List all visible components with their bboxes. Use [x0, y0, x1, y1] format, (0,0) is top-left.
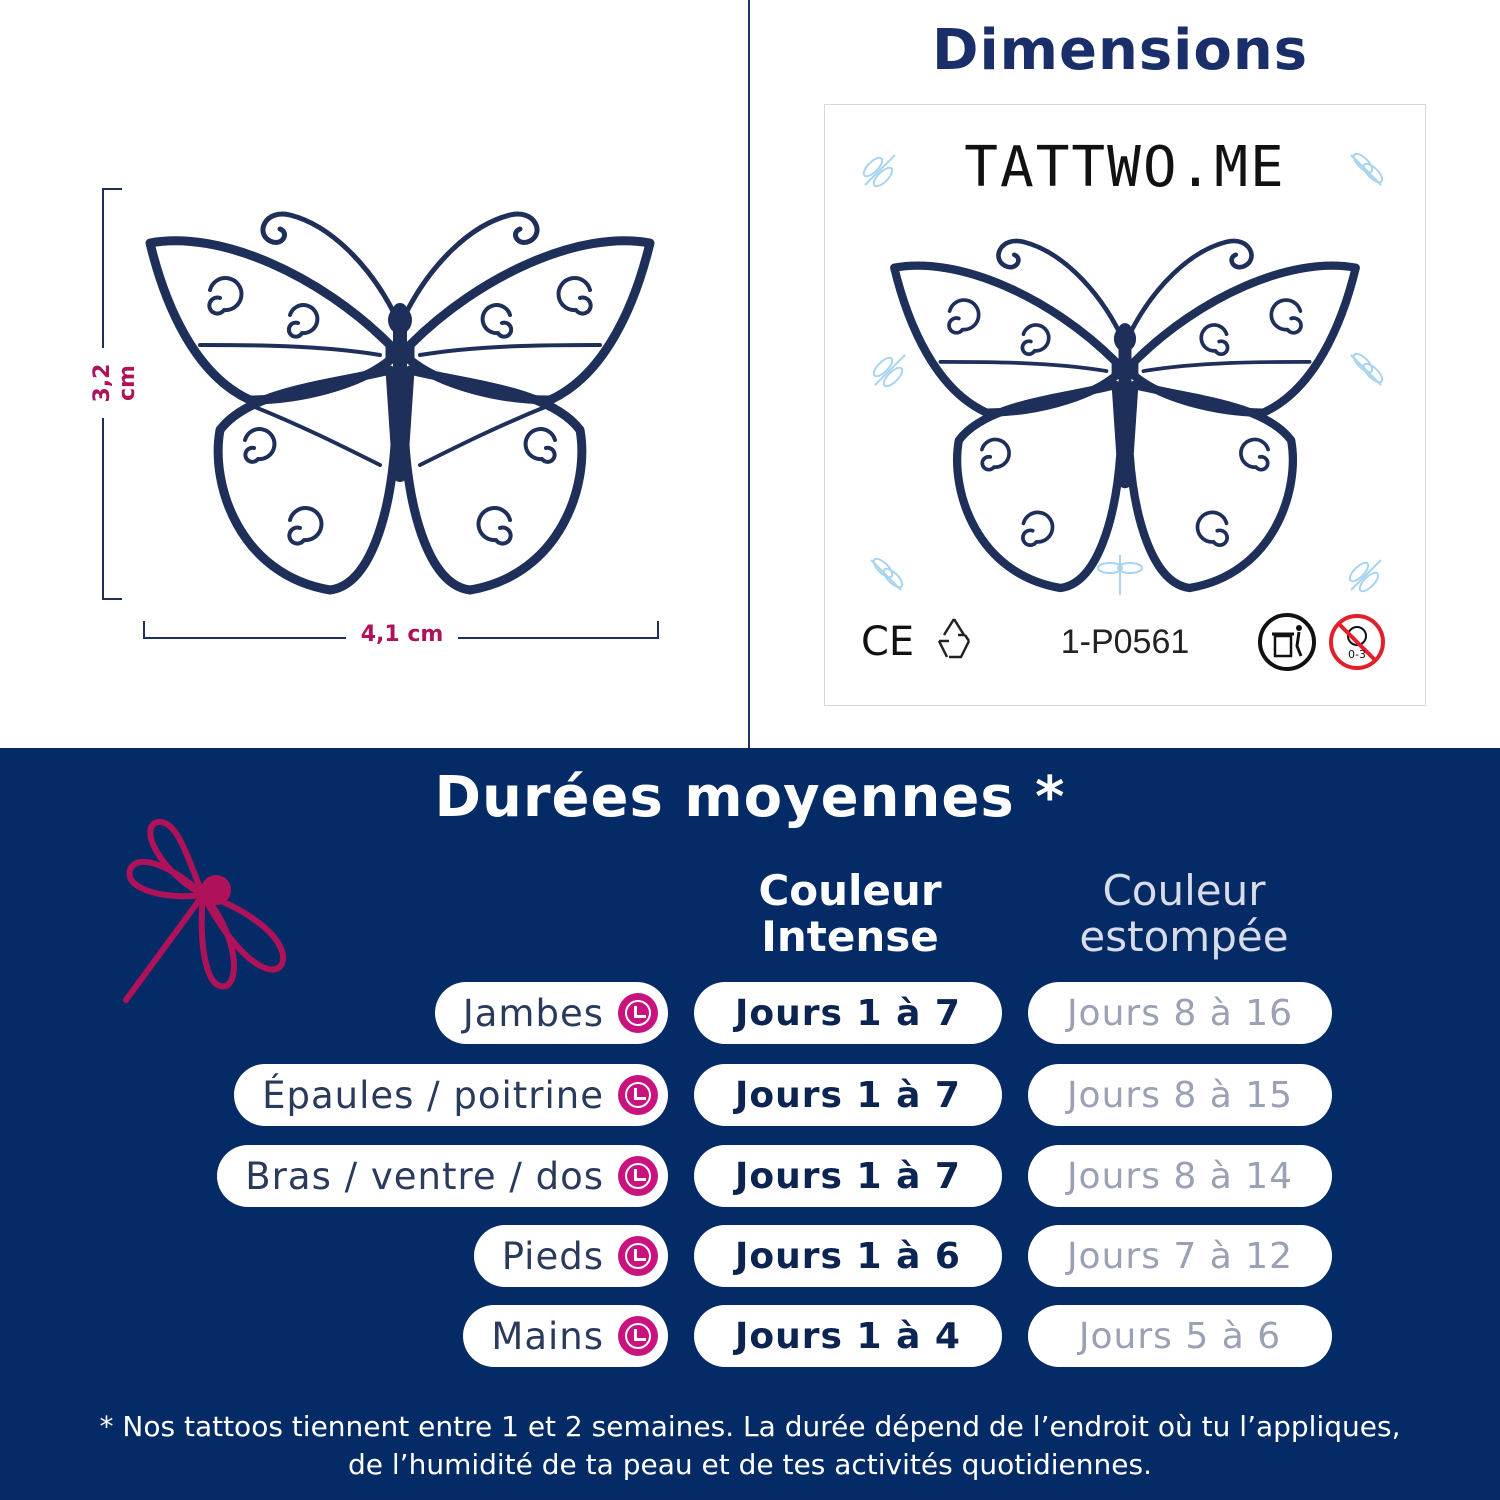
body-zone-pill [463, 1305, 668, 1367]
faded-duration-pill: Jours 8 à 15 [1028, 1064, 1332, 1126]
intense-duration-pill: Jours 1 à 7 [694, 982, 1002, 1044]
column-header-intense-line1: Couleur [758, 866, 942, 915]
column-header-intense-line2: Intense [761, 912, 939, 961]
tattoo-sheet-card [824, 104, 1426, 706]
width-label: 4,1 cm [346, 622, 458, 647]
vertical-divider [748, 0, 750, 748]
body-zone-pill [234, 1064, 668, 1126]
column-header-faded-line2: estompée [1079, 912, 1289, 961]
faded-duration-pill: Jours 7 à 12 [1028, 1225, 1332, 1287]
age-warning-text: 0-3 [1348, 648, 1366, 661]
product-code: 1-P0561 [1060, 623, 1190, 661]
column-header-faded [1034, 868, 1334, 960]
clock-icon [618, 1075, 658, 1115]
footnote-line1: * Nos tattoos tiennent entre 1 et 2 semaines. La durée dépend de l’endroit où tu l’appliques, [99, 1410, 1401, 1443]
body-zone-pill [474, 1225, 668, 1287]
durations-title: Durées moyennes * [434, 765, 1066, 830]
age-warning-icon [1327, 612, 1387, 672]
clock-icon [618, 1236, 658, 1276]
recycle-icon [929, 613, 979, 663]
body-zone-label: Pieds [501, 1234, 604, 1278]
ce-mark: CE [861, 619, 915, 665]
body-zone-label: Mains [491, 1314, 604, 1358]
faded-duration-pill: Jours 8 à 14 [1028, 1145, 1332, 1207]
faded-duration-pill: Jours 8 à 16 [1028, 982, 1332, 1044]
faded-duration-pill: Jours 5 à 6 [1028, 1305, 1332, 1367]
intense-duration-pill: Jours 1 à 6 [694, 1225, 1002, 1287]
column-header-faded-line1: Couleur [1102, 866, 1266, 915]
body-zone-label: Épaules / poitrine [262, 1073, 604, 1117]
dragonfly-icon [1341, 145, 1391, 195]
brand-logo: TATTWO.ME [964, 135, 1286, 200]
height-label: 3,2 cm [90, 348, 120, 418]
dragonfly-icon [855, 145, 905, 195]
footnote-line2: de l’humidité de ta peau et de tes activités quotidiennes. [348, 1448, 1152, 1481]
column-header-intense [700, 868, 1000, 960]
clock-icon [618, 1156, 658, 1196]
butterfly-tattoo-illustration [140, 185, 660, 605]
intense-duration-pill: Jours 1 à 4 [694, 1305, 1002, 1367]
butterfly-tattoo-illustration [885, 213, 1365, 603]
clock-icon [618, 1316, 658, 1356]
trash-bin-icon [1257, 612, 1317, 672]
body-zone-label: Bras / ventre / dos [245, 1154, 604, 1198]
intense-duration-pill: Jours 1 à 7 [694, 1145, 1002, 1207]
body-zone-pill [435, 982, 668, 1044]
dimensions-title: Dimensions [931, 18, 1309, 83]
footnote [0, 1408, 1500, 1484]
body-zone-label: Jambes [462, 991, 604, 1035]
body-zone-pill [217, 1145, 668, 1207]
dragonfly-icon [118, 810, 298, 1010]
intense-duration-pill: Jours 1 à 7 [694, 1064, 1002, 1126]
clock-icon [618, 993, 658, 1033]
